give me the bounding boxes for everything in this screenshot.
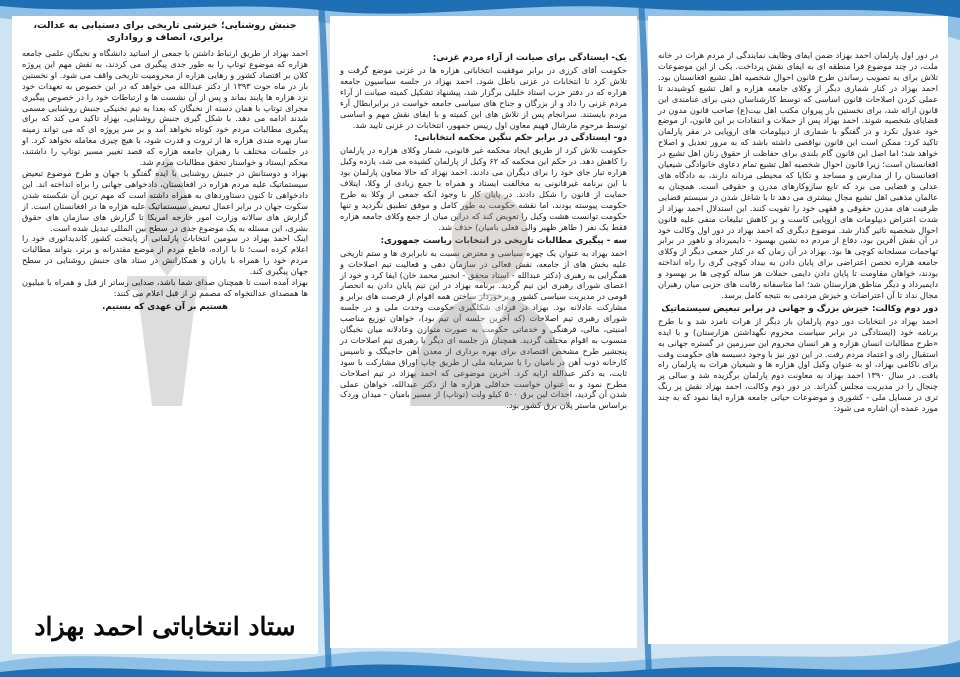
section-three-text: احمد بهزاد به عنوان یک چهره سیاسی و معترض نسبت به نابرابری ها و ستم تاریخی علیه بخش های از جامعه، نقش فعالی در سازمان دهی و فعالیت تیم اصلاحات و همگرایی به رهبری (دکتر عبدالله - استاد محقق - انجنیر محمد خان) ایفا کرد و خود از اعضای شورای رهبری این تیم گردید. برنامه بهزاد در این تیم پایان دادن به انحصار قومی در مدیریت سیاسی کشور و برخوردار ساختن همه اقوام از فرصت های برابر و مشارکت عادلانه بود. بهزاد در فردای شکلگیری حکومت وحدت ملی و در جلسه شورای رهبری تیم اصلاحات (که آخرین جلسه آن تیم بود)، خواهان توزیع مناصب امنیتی، مالی، فرهنگی و خدماتی حکومت به صورت متوازن وعادلانه میان نخبگان منسوب به اقوام مختلف گردید. همچنان در جلسه ای دیگر با رهبری تیم اصلاحات در پنجشیر طرح مشخص اقتصادی برای بهره برداری از معدن آهن حاجیگک و تاسیس کارخانه ذوب آهن در بامیان را با سرمایه ملی از طریق چاپ اوراق مشارکت با سود ثابت، به دکتر عبدالله ارایه کرد. آخرین موضوعی که احمد بهزاد در تیم اصلاحات مطرح نمود و به عنوان خواست حداقلی هزاره ها از دکتر عبدالله، خواهان عملی شدن آن گردید، احداث لین برق ۵۰۰ کیلو ولت (توتاپ) از مسیر بامیان - میدان وردک براساس ماستر پلان برق کشور بود. [340,247,627,411]
section-one-heading: یک- ایستادگی برای صیانت از آراء مردم غزنی: [432,53,627,63]
left-paragraph-2: بهزاد و دوستانش در جنبش روشنایی با ایده گفتگو با جهان و طرح موضوع تبعیض سیستماتیک علیه مردم هزاره در افغانستان، دادخواهی جهانی را براه انداخته اند. این دادخواهی تا کنون دستاوردهای به همراه داشته است که مهم ترین آن شکسته شدن سکوت جهان در برابر اعمال تبعیض سیستماتیک علیه هزاره ها در افغانستان است. از گزارش های سالانه وزارت امور خارجه امریکا تا گزارش های سازمان های حقوق بشری، این مسئله به یک موضوع جدی در سطح بین المللی تبدیل شده است. [22,167,308,233]
campaign-signature: ستاد انتخاباتی احمد بهزاد [34,612,296,641]
left-title: جنبش روشنایی؛ خیزشی تاریخی برای دستیابی به عدالت، برابری، انصاف و رواداری [33,20,297,43]
right-paragraph-1: در دور اول پارلمان احمد بهزاد ضمن ایفای وظایف نمایندگی از مردم هرات در خانه ملت، در چند موضوع فرا منطقه ای به ایفای نقش پرداخت. یکی از این موضوعات تلاش برای به تصویب رساندن طرح قانون احوال شخصیه اهل تشیع افغانستان بود. احمد بهزاد در کنار شماری دیگر از وکلای جامعه هزاره و اهل تشیع کوشیدند تا عملی کردن اصلاحات قانون اساسی که توسط کارشناسان دینی برای غنامندی این قانون ارائه شد، برای نخستین بار پیروان مکتب اهل بیت(ع) صاحب قانون مدون در قضایای شخصیه شوند. احمد بهزاد پس از حملات و انتقادات بر این قانون، از موضع خود عدول نکرد و در گفتگو با شماری از دیپلومات های اروپایی در مقر پارلمان تاکید کرد: ممکن است این قانون نواقصی داشته باشد که به مرور تعدیل و اصلاح خواهد شد؛ اما اصل این قانون گام بلندی برای حفاظت از حقوق زنان اهل تشیع در افغانستان است؛ زیرا قانون احوال شخصیه اهل تشیع تمام دعاوی خانوادگی شیعیان افغانستان را از مدارس و مساجد و تکایا که محیطی مردانه دارند، به دادگاه های عدلی و قضایی می برد که تابع سازوکارهای مدرن و حقوقی است. همچنان به عالمان مذهبی اهل تشیع مجال بیشتری می دهد تا با شاغل شدن در سیستم قضایی ظرفیت های مدرن حقوقی و فقهی خود را تقویت کنند. این استدلال احمد بهزاد از شدت اعتراض دیپلومات های اروپایی کاست و بر کاهش تبلیغات منفی علیه قانون احوال شخصیه تاثیر گذار شد. موضوع دیگری که احمد بهزاد در دور اول وکالت خود در آن نقش آفرین بود، دفاع از مردم ده نشین بهسود - دایمیرداد و ناهور در برابر تهاجمات مسلحانه کوچی ها بود. بهزاد در آن زمان که در کنار جمعی دیگر از وکلای جامعه هزاره تحصن اعتراضی برای پایان دادن به بیداد کوچی گری را راه انداخته بودند، خواهان مقاومت تا پایان دادن دایمی حملات هر ساله کوچی ها بر بهسود و دایمیرداد و دیگر مناطق هزارستان شد؛ اما متاسفانه رقابت های حزبی میان رهبران مجال نداد تا آن اعتراضات و خیزش مردمی به نتیجه کامل برسد. [658,50,938,300]
left-paragraph-4: بهزاد آمده است تا همچنان صدای شما باشد، صدایی رساتر از قبل و همراه با میلیون ها همصدای عدالتخواه که مصمم تر از قبل اعلام می کنند: [22,277,308,298]
right-heading: دور دوم وکالت: خیزش بزرگ و جهانی در برابر تبعیض سیستماتیک [661,303,938,314]
left-paragraph-3: اینک احمد بهزاد در سومین انتخابات پارلمانی از پایتخت کشور کاندیداتوری خود را اعلام کرده است؛ تا با اراده، قاطع مردم از موضع مقتدرانه و برتر، بتواند مطالبات مردم خود را همراه با یاران و همکارانش در ستاد های جنبش روشنایی در سطح جهان پیگیری کند. [22,233,308,277]
section-one [340,53,627,130]
left-paragraph-1: احمد بهزاد از طریق ارتباط داشتن با جمعی از اساتید دانشگاه و نخبگان علمی جامعه هزاره که موضوع توتاپ را به طور جدی پیگیری می کردند، به نقش مهم این پروژه کلان بر اقتصاد کشور و رهایی هزاره از محرومیت تاریخی واقف می شود. او نخستین بار در ماه حوت ۱۳۹۳ از دکتر عبدالله می خواهد که در این خصوص به تعهدات خود نزد هزاره ها پابند بماند و پس از آن نشست ها و ارتباطات خود را در خصوص پیگیری مجرای توتاپ با همان دسته از نخبگان که بعدا به تیم تخنیکی جنبش روشنایی مسمی شدند ادامه می دهد. با شکل گیری جنبش روشنایی، بهزاد تاکید می کند که برای پیگیری مطالبات مردم خود کوتاه نخواهد آمد و بر سر پروژه ای که می تواند زمینه ساز بهره مندی هزاره ها از ثروت و قدرت شود، با هیچ چیزی معامله نخواهد کرد. او در جلسات مختلف با رهبران جامعه هزاره که قصد تغییر مسیر توتاپ را داشتند، محکم ایستاد و خواستار تحقق مطالبات مردم شد. [22,48,308,168]
section-one-text: حکومت آقای کرزی در برابر موفقیت انتخاباتی هزاره ها در غزنی موضع گرفت و تلاش کرد تا انتخابات در غزنی باطل شود. احمد بهزاد در جلسه سیاسیون جامعه هزاره که در دفتر حزب استاد خلیلی برگزار شد، پیشنهاد تشکیل کمیته صیانت از آراء مردم غزنی را داد و از بزرگان و جناح های سیاسی جامعه خواست در برابرابطال آرء مردم بایستند. سرانجام پس از تلاش های این کمیته و با ایفای نقش مهم و اساسی توسط مرحوم مارشال فهیم معاون اول رییس جمهور، انتخابات در غزنی تایید شد. [340,65,627,130]
right-paragraph-2: احمد بهزاد در انتخابات دور دوم پارلمان بار دیگر از هرات نامزد شد و با طرح برنامه خود (ایستادگی در برابر سیاست محروم نگهداشتن هزارستان) و با ایده «طرح مطالبات انسان هزاره و هر انسان محروم این سرزمین در گستره جهانی به استقبال رای و اعتماد مردم رفت. در این دور نیز با وجود دسیسه های حکومت وقت برای ناکامی بهزاد، او به عنوان وکیل اول هزاره ها و شیعیان هرات به پارلمان راه یافت. در سال ۱۳۹۰ احمد بهزاد به معاونت دوم پارلمان برگزیده شد و سالی پر چنجال را در مدیریت مجلس گذراند. در دور دوم وکالت، احمد بهزاد نقش پر رنگ تری در مسایل ملی - کشوری و موضوعات حیاتی جامعه هزاره ایفا نمود که به چند مورد عمده آن اشاره می شود: [658,315,938,414]
section-three [340,236,627,412]
section-three-heading: سه - پیگیری مطالبات تاریخی در انتخابات ریاست جمهوری: [380,235,627,246]
section-two-heading: دو- ایستادگی در برابر حکم ننگین محکمه انتخاباتی: [414,133,627,144]
middle-column [330,16,637,648]
left-column [12,16,318,654]
right-column [648,16,948,644]
closing-slogan: هستیم بر آن عهدی که بستیم. [102,301,228,312]
section-two [340,133,627,232]
section-two-text: حکومت تلاش کرد از طریق ایجاد محکمه غیر قانونی، شمار وکلای هزاره در پارلمان را کاهش دهد. در حکم این محکمه که ۶۲ وکیل از پارلمان کشیده می شد، یازده وکیل هزاره تبار جای خود را برای دیگران می دادند. احمد بهزاد که حالا معاون پارلمان بود با این برنامه غیرقانونی به مخالفت ایستاد و همراه با جمع زیادی از وکلا، ایتلاف حمایت از قانون را شکل دادند. در پایان کار با وجود آنکه جمعی از وکلا به طرح حکومت پیوسته بودند، اما نقشه حکومت به طور کامل و موفق تطبیق نگردید و تنها حکومت توانست هشت وکیل را تعویض کند که دراین میان از جمع وکلای جامعه هزاره فقط یک نفر ( طاهر ظهیر والی فعلی بامیان) حذف شد. [340,145,627,232]
